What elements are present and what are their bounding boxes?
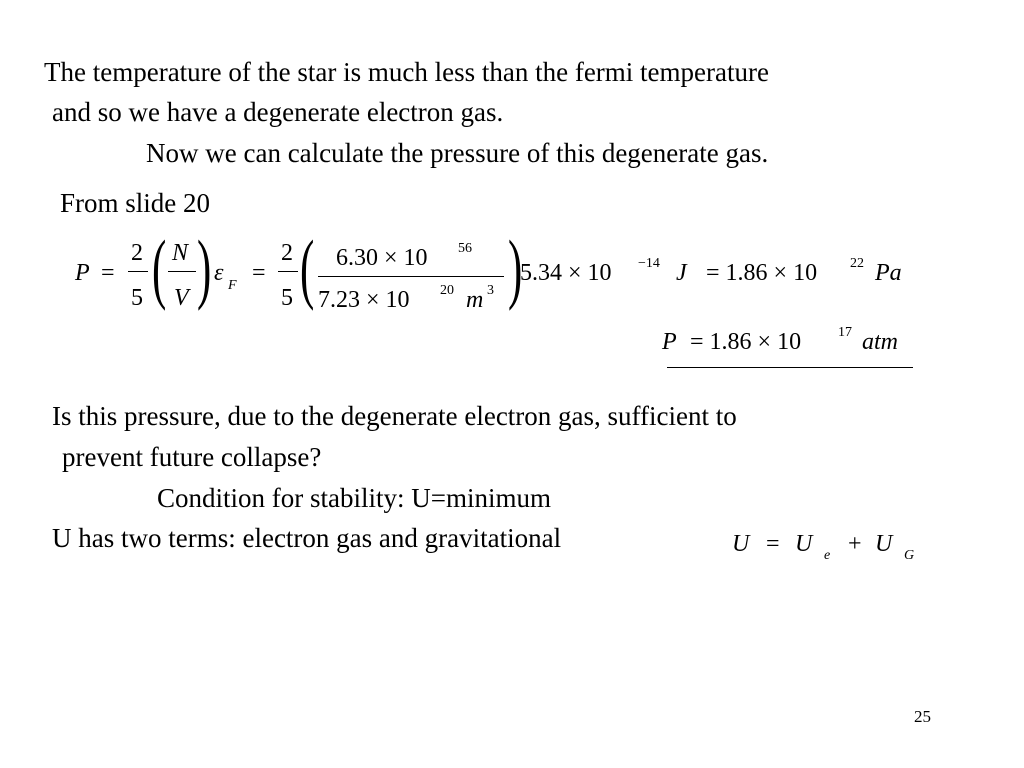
eq1-lhs: P (75, 260, 90, 286)
eq1-frac1-bar (128, 271, 148, 272)
eq3-UG-sub: G (904, 548, 915, 563)
eq1-frac2-bar (168, 271, 196, 272)
eq1-epsilon: ε (214, 260, 224, 286)
eq3-equals: = (766, 531, 780, 557)
eq2-rhs: = 1.86 × 10 (690, 329, 802, 355)
eq1-frac2-den: V (174, 285, 189, 311)
text-line-from-slide: From slide 20 (60, 188, 211, 218)
eq1-energy-exp: −14 (638, 256, 660, 271)
eq1-frac1-num: 2 (131, 240, 143, 266)
eq1-inner-num: 6.30 × 10 (336, 245, 428, 271)
eq1-inner-den-unit-exp: 3 (487, 283, 494, 298)
eq1-result-exp: 22 (850, 256, 864, 271)
text-line-degenerate: and so we have a degenerate electron gas. (52, 97, 504, 127)
eq1-paren-open-1: ( (152, 224, 167, 311)
eq1-energy: 5.34 × 10 (520, 260, 612, 286)
eq1-epsilon-sub: F (228, 278, 237, 293)
eq1-frac3-den: 5 (281, 285, 293, 311)
eq2-unit: atm (862, 329, 898, 355)
eq1-frac3-num: 2 (281, 240, 293, 266)
eq1-frac3-bar (278, 271, 298, 272)
text-line-calculate: Now we can calculate the pressure of this degenerate gas. (146, 138, 769, 168)
text-line-two-terms: U has two terms: electron gas and gravitational (52, 523, 562, 553)
eq2-exp: 17 (838, 325, 852, 340)
eq1-paren-open-2: ( (300, 224, 315, 311)
eq1-result: = 1.86 × 10 (706, 260, 818, 286)
eq1-paren-close-1: ) (197, 224, 212, 311)
eq1-energy-unit: J (676, 260, 687, 286)
eq3-Ue: U (795, 531, 813, 557)
text-line-temperature: The temperature of the star is much less than the fermi temperature (44, 57, 769, 87)
eq2-underline (667, 367, 913, 368)
eq1-inner-den-exp: 20 (440, 283, 454, 298)
eq1-result-unit: Pa (875, 260, 902, 286)
eq1-inner-bar (318, 276, 504, 277)
eq1-frac2-num: N (172, 240, 189, 266)
eq2-lhs: P (662, 329, 677, 355)
eq1-equals-1: = (101, 260, 115, 286)
eq3-Ue-sub: e (824, 548, 831, 563)
text-line-collapse: prevent future collapse? (62, 442, 322, 472)
eq1-paren-close-2: ) (508, 224, 523, 311)
eq3-U: U (732, 531, 750, 557)
eq1-frac1-den: 5 (131, 285, 143, 311)
eq1-inner-den-unit: m (466, 287, 484, 313)
eq1-inner-den: 7.23 × 10 (318, 287, 410, 313)
eq1-inner-num-exp: 56 (458, 241, 472, 256)
page-number: 25 (914, 707, 931, 726)
eq3-plus: + (848, 531, 862, 557)
text-line-question: Is this pressure, due to the degenerate electron gas, sufficient to (52, 401, 737, 431)
eq3-UG: U (875, 531, 893, 557)
eq1-equals-2: = (252, 260, 266, 286)
text-line-condition: Condition for stability: U=minimum (157, 483, 551, 513)
